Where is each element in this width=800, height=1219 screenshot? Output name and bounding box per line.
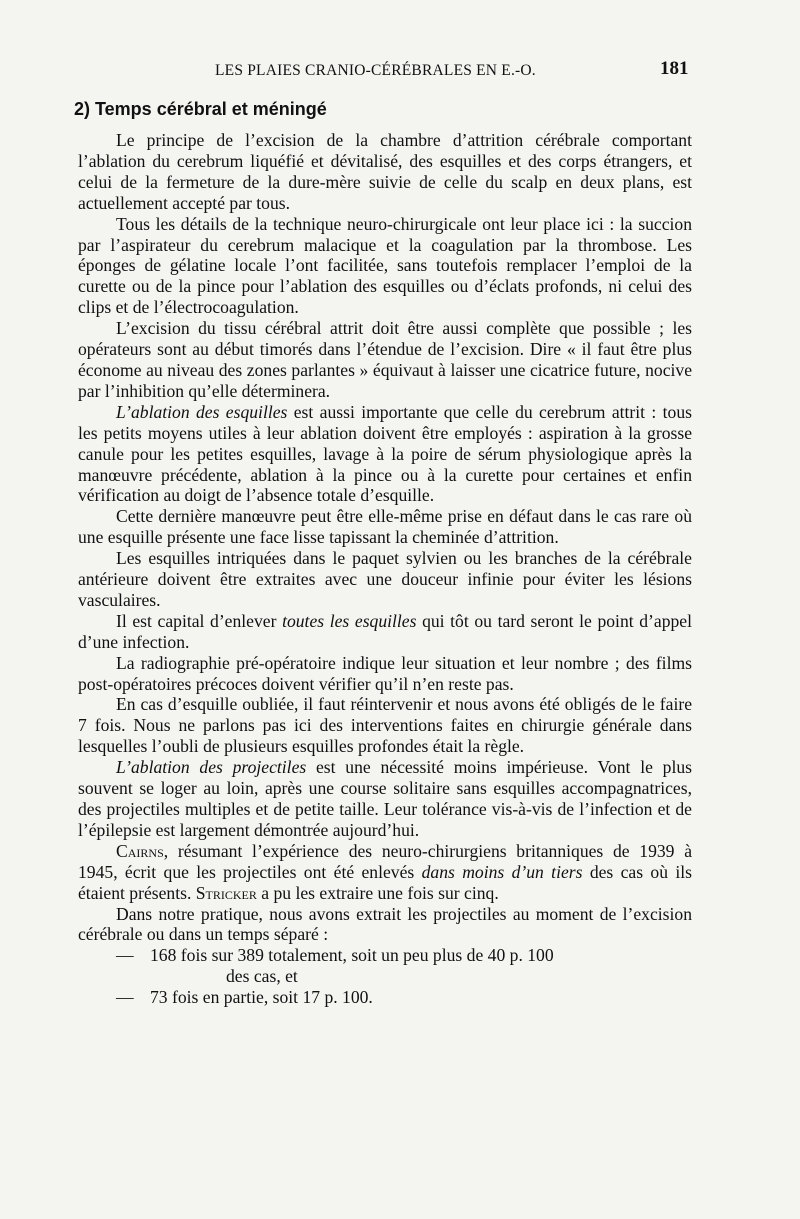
paragraph: En cas d’esquille oubliée, il faut réintervenir et nous avons été obligés de le faire 7 fois. Nous ne parlons pas ici des interventions faites en chirurgie générale dans lesquelles l’oubli de plusieurs esquilles profondes était la règle. bbox=[78, 694, 692, 757]
author-name: Stricker bbox=[195, 882, 257, 903]
paragraph bbox=[78, 757, 692, 841]
paragraph-text: est aussi importante que celle du cerebrum attrit : tous les petits moyens utiles à leur ablation doivent être employés : aspiration à la grosse canule pour les petites esquilles, lavage à la poire de sérum physiologique après la manœuvre précédente, ablation à la pince ou à la curette pour certaines et enfin vérification au doigt de l’absence totale d’esquille. bbox=[78, 401, 692, 506]
list-dash: — bbox=[116, 945, 134, 966]
list-item-continuation: des cas, et bbox=[226, 966, 298, 987]
paragraph-text: , résumant l’expérience des neuro-chirurgiens britanniques de 1939 à 1945, écrit que les projectiles ont été enlevés bbox=[78, 840, 692, 882]
paragraph-text: Il est capital d’enlever bbox=[116, 610, 283, 631]
list-item-text: 168 fois sur 389 totalement, soit un peu plus de 40 p. 100 bbox=[150, 945, 554, 966]
italic-phrase: L’ablation des esquilles bbox=[116, 401, 288, 422]
paragraph: Cette dernière manœuvre peut être elle-même prise en défaut dans le cas rare où une esquille présente une face lisse tapissant la cheminée d’attrition. bbox=[78, 506, 692, 548]
paragraph: Tous les détails de la technique neuro-chirurgicale ont leur place ici : la succion par l’aspirateur du cerebrum malacique et la coagulation par la thrombose. Les éponges de gélatine locale l’ont facilitée, sans toutefois remplacer l’emploi de la curette ou de la pince pour l’ablation des esquilles ou d’éclats profonds, ni celui des clips et de l’électrocoagulation. bbox=[78, 213, 692, 318]
results-list bbox=[78, 945, 692, 1008]
author-name: Cairns bbox=[116, 840, 164, 861]
paragraph: Dans notre pratique, nous avons extrait les projectiles au moment de l’excision cérébrale ou dans un temps séparé : bbox=[78, 903, 692, 945]
italic-phrase: toutes les esquilles bbox=[282, 610, 417, 631]
paragraph: Les esquilles intriquées dans le paquet sylvien ou les branches de la cérébrale antérieure doivent être extraites avec une douceur infinie pour éviter les lésions vasculaires. bbox=[78, 548, 692, 610]
list-item bbox=[78, 945, 692, 987]
paragraph-text: qui tôt ou tard seront le point d’appel d’une infection. bbox=[78, 610, 692, 652]
paragraph bbox=[78, 611, 692, 653]
paragraph bbox=[78, 841, 692, 904]
paragraph-text: des cas où ils étaient présents. bbox=[78, 861, 693, 903]
paragraph: La radiographie pré-opératoire indique leur situation et leur nombre ; des films post-opératoires précoces doivent vérifier qu’il n’en reste pas. bbox=[78, 652, 692, 694]
running-head: LES PLAIES CRANIO-CÉRÉBRALES EN E.-O. bbox=[215, 62, 536, 79]
list-item-text: 73 fois en partie, soit 17 p. 100. bbox=[150, 987, 373, 1008]
paragraph: Le principe de l’excision de la chambre d’attrition cérébrale comportant l’ablation du cerebrum liquéfié et dévitalisé, des esquilles et des corps étrangers, et celui de la fermeture de la dure-mère suivie de celle du scalp en deux plans, est actuellement accepté par tous. bbox=[78, 130, 692, 213]
page-number: 181 bbox=[660, 58, 689, 79]
paragraph bbox=[78, 402, 692, 507]
page-header bbox=[0, 58, 800, 82]
body-text bbox=[78, 130, 692, 1008]
section-heading: 2) Temps cérébral et méningé bbox=[74, 99, 327, 119]
paragraph-text: est une nécessité moins impérieuse. Vont le plus souvent se loger au loin, après une course solitaire sans esquilles accompagnatrices, des projectiles multiples et de petite taille. Leur tolérance vis-à-vis de l’infection et de l’épilepsie est largement démontrée aujourd’hui. bbox=[78, 757, 692, 840]
list-item bbox=[78, 987, 692, 1008]
paragraph-text: a pu les extraire une fois sur cinq. bbox=[256, 882, 499, 903]
paragraph: L’excision du tissu cérébral attrit doit être aussi complète que possible ; les opérateurs sont au début timorés dans l’étendue de l’excision. Dire « il faut être plus économe au niveau des zones parlantes » équivaut à laisser une cicatrice future, nocive par l’inhibition qu’elle déterminera. bbox=[78, 318, 692, 401]
list-dash: — bbox=[116, 987, 134, 1008]
italic-phrase: L’ablation des projectiles bbox=[116, 757, 307, 778]
italic-phrase: dans moins d’un tiers bbox=[421, 861, 583, 882]
